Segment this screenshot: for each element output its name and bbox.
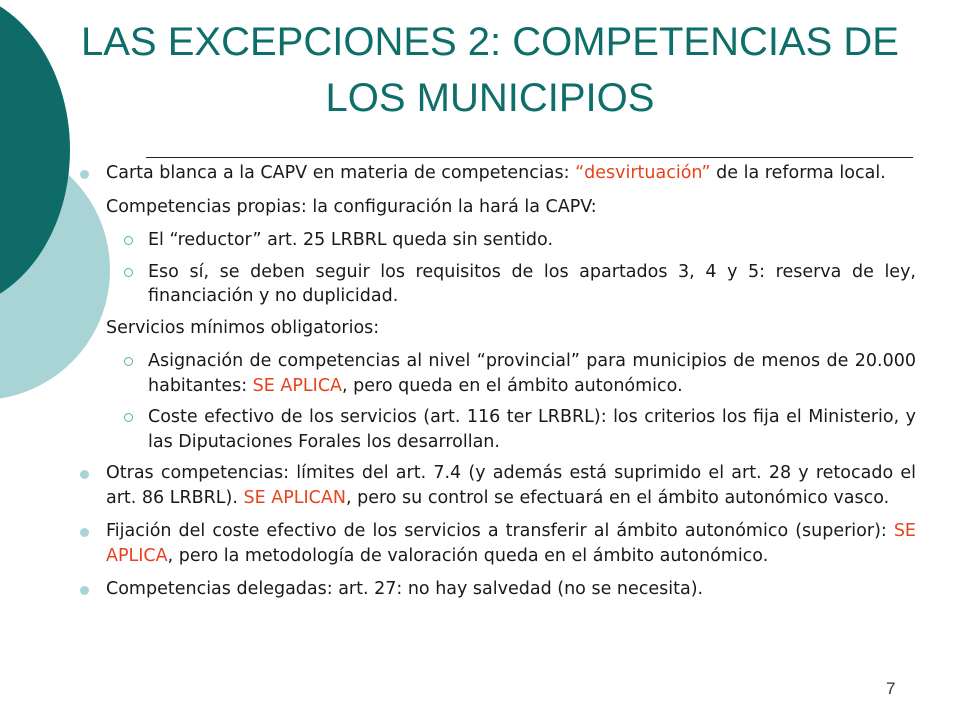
- item-text: Asignación de competencias al nivel “provincial” para municipios de menos de 20.000 habitantes:: [148, 351, 916, 396]
- bullet-icon: [80, 170, 89, 179]
- item-text: El “reductor” art. 25 LRBRL queda sin sentido.: [148, 230, 554, 250]
- item-text: Carta blanca a la CAPV en materia de competencias:: [106, 163, 576, 183]
- list-item: [78, 161, 916, 186]
- list-item: [78, 316, 916, 341]
- bullet-icon: [80, 470, 89, 479]
- item-text: Servicios mínimos obligatorios:: [106, 317, 380, 338]
- hollow-bullet-icon: [124, 413, 133, 422]
- item-text: Competencias delegadas: art. 27: no hay salvedad (no se necesita).: [106, 579, 704, 599]
- sub-list-item: [120, 228, 916, 253]
- hollow-bullet-icon: [124, 268, 133, 277]
- bullet-icon: [80, 325, 89, 334]
- title-divider: [146, 157, 913, 158]
- page-number: 7: [886, 679, 896, 698]
- sub-list-item: [120, 349, 916, 398]
- bullet-list: [78, 161, 916, 611]
- highlighted-text: SE APLICAN: [243, 487, 346, 508]
- bullet-icon: [80, 586, 89, 595]
- highlighted-text: SE APLICA: [106, 521, 916, 566]
- item-text: Fijación del coste efectivo de los servicios a transferir al ámbito autonómico (superior):: [106, 521, 894, 541]
- sub-list-item: [120, 405, 916, 454]
- highlighted-text: “desvirtuación”: [575, 163, 711, 183]
- item-text: , pero queda en el ámbito autonómico.: [342, 375, 683, 396]
- list-item: [78, 195, 916, 220]
- item-text: , pero la metodología de valoración queda en el ámbito autonómico.: [167, 545, 769, 566]
- item-text: de la reforma local.: [710, 163, 886, 183]
- hollow-bullet-icon: [124, 236, 133, 245]
- bullet-icon: [80, 528, 89, 537]
- item-text: Otras competencias: límites del art. 7.4 (y además está suprimido el art. 28 y retocado el art. 86 LRBRL).: [106, 463, 916, 508]
- highlighted-text: SE APLICA: [252, 375, 343, 396]
- sub-list-item: [120, 260, 916, 309]
- item-text: Eso sí, se deben seguir los requisitos de los apartados 3, 4 y 5: reserva de ley, financiación y no duplicidad.: [148, 261, 916, 306]
- item-text: Competencias propias: la configuración la hará la CAPV:: [106, 196, 597, 217]
- list-item: [78, 577, 916, 602]
- item-text: Coste efectivo de los servicios (art. 116 ter LRBRL): los criterios los fija el Ministerio, y las Diputaciones Forales los desarrollan.: [148, 407, 916, 452]
- list-item: [78, 519, 916, 568]
- hollow-bullet-icon: [124, 357, 133, 366]
- list-item: [78, 461, 916, 510]
- item-text: , pero su control se efectuará en el ámbito autonómico vasco.: [345, 487, 890, 508]
- slide-title: LAS EXCEPCIONES 2: COMPETENCIAS DE LOS MUNICIPIOS: [81, 20, 899, 120]
